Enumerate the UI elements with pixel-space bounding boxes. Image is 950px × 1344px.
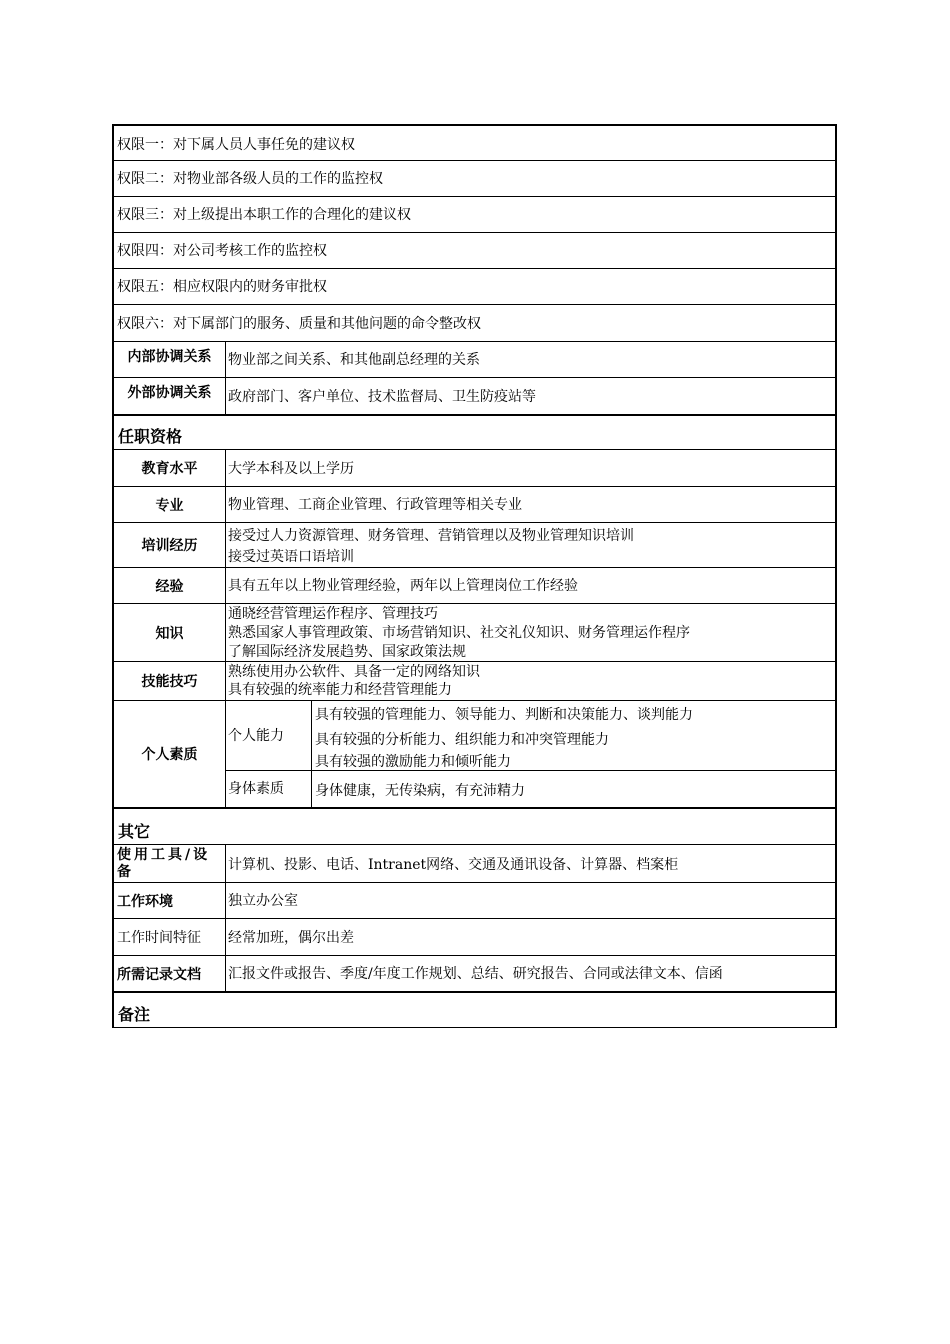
skills-line: 具有较强的统率能力和经营管理能力 xyxy=(228,682,452,698)
skills-line: 熟练使用办公软件、具备一定的网络知识 xyxy=(228,664,480,680)
experience-value: 具有五年以上物业管理经验，两年以上管理岗位工作经验 xyxy=(228,578,578,594)
records-label: 所需记录文档 xyxy=(114,956,226,991)
authority-row-5 xyxy=(112,269,837,305)
remarks-row xyxy=(112,992,837,1028)
internal-relations-row xyxy=(112,342,837,378)
physical-value: 身体健康，无传染病，有充沛精力 xyxy=(315,783,525,799)
work-time-value: 经常加班，偶尔出差 xyxy=(228,930,354,946)
skills-row xyxy=(112,662,837,701)
education-row xyxy=(112,450,837,487)
knowledge-line: 熟悉国家人事管理政策、市场营销知识、社交礼仪知识、财务管理运作程序 xyxy=(228,625,690,641)
authority-row-2 xyxy=(112,161,837,197)
knowledge-line: 了解国际经济发展趋势、国家政策法规 xyxy=(228,644,466,660)
ability-line: 具有较强的分析能力、组织能力和冲突管理能力 xyxy=(315,732,609,748)
internal-relations-label: 内部协调关系 xyxy=(114,342,226,377)
section-title-qualifications: 任职资格 xyxy=(118,427,183,446)
ability-label: 个人能力 xyxy=(228,728,284,744)
skills-label: 技能技巧 xyxy=(114,662,226,700)
environment-label: 工作环境 xyxy=(114,883,226,918)
knowledge-row xyxy=(112,604,837,662)
physical-label-cell xyxy=(226,771,312,808)
major-label: 专业 xyxy=(114,487,226,522)
qualifications-header-row xyxy=(112,415,837,450)
authority-text: 权限一：对下属人员人事任免的建议权 xyxy=(117,137,355,153)
authority-text: 权限四：对公司考核工作的监控权 xyxy=(117,243,327,259)
tools-label-line: 备 xyxy=(117,863,131,880)
section-title-remarks: 备注 xyxy=(118,1005,151,1024)
ability-line: 具有较强的管理能力、领导能力、判断和决策能力、谈判能力 xyxy=(315,707,693,723)
external-relations-row xyxy=(112,378,837,415)
other-header-row xyxy=(112,808,837,845)
authority-text: 权限六：对下属部门的服务、质量和其他问题的命令整改权 xyxy=(117,316,481,332)
tools-row xyxy=(112,845,837,883)
authority-row-4 xyxy=(112,233,837,269)
tools-value: 计算机、投影、电话、Intranet网络、交通及通讯设备、计算器、档案柜 xyxy=(228,857,679,873)
authority-text: 权限五：相应权限内的财务审批权 xyxy=(117,279,327,295)
authority-text: 权限三：对上级提出本职工作的合理化的建议权 xyxy=(117,207,411,223)
knowledge-label: 知识 xyxy=(114,604,226,661)
external-relations-label: 外部协调关系 xyxy=(114,378,226,414)
authority-row-3 xyxy=(112,197,837,233)
work-time-label: 工作时间特征 xyxy=(114,919,226,955)
internal-relations-value: 物业部之间关系、和其他副总经理的关系 xyxy=(228,352,480,368)
authority-text: 权限二：对物业部各级人员的工作的监控权 xyxy=(117,171,383,187)
training-label: 培训经历 xyxy=(114,523,226,567)
education-label: 教育水平 xyxy=(114,450,226,486)
knowledge-line: 通晓经营管理运作程序、管理技巧 xyxy=(228,606,438,622)
environment-value: 独立办公室 xyxy=(228,893,298,909)
personal-quality-label: 个人素质 xyxy=(114,701,226,807)
training-line: 接受过人力资源管理、财务管理、营销管理以及物业管理知识培训 xyxy=(228,528,634,544)
work-time-row xyxy=(112,919,837,956)
tools-label-line: 使用工具/设 xyxy=(117,846,211,863)
section-title-other: 其它 xyxy=(118,822,151,841)
authority-row-1 xyxy=(112,124,837,161)
education-value: 大学本科及以上学历 xyxy=(228,461,354,477)
authority-row-6 xyxy=(112,305,837,342)
major-value: 物业管理、工商企业管理、行政管理等相关专业 xyxy=(228,497,522,513)
major-row xyxy=(112,487,837,523)
records-value: 汇报文件或报告、季度/年度工作规划、总结、研究报告、合同或法律文本、信函 xyxy=(228,966,723,982)
experience-label: 经验 xyxy=(114,568,226,603)
ability-line: 具有较强的激励能力和倾听能力 xyxy=(315,754,511,770)
training-row xyxy=(112,523,837,568)
environment-row xyxy=(112,883,837,919)
experience-row xyxy=(112,568,837,604)
personal-quality-row xyxy=(112,701,837,808)
ability-label-cell xyxy=(226,701,312,771)
training-line: 接受过英语口语培训 xyxy=(228,549,354,565)
records-row xyxy=(112,956,837,992)
tools-label xyxy=(114,845,226,882)
physical-label: 身体素质 xyxy=(228,781,284,797)
external-relations-value: 政府部门、客户单位、技术监督局、卫生防疫站等 xyxy=(228,389,536,405)
ability-divider xyxy=(312,770,835,771)
